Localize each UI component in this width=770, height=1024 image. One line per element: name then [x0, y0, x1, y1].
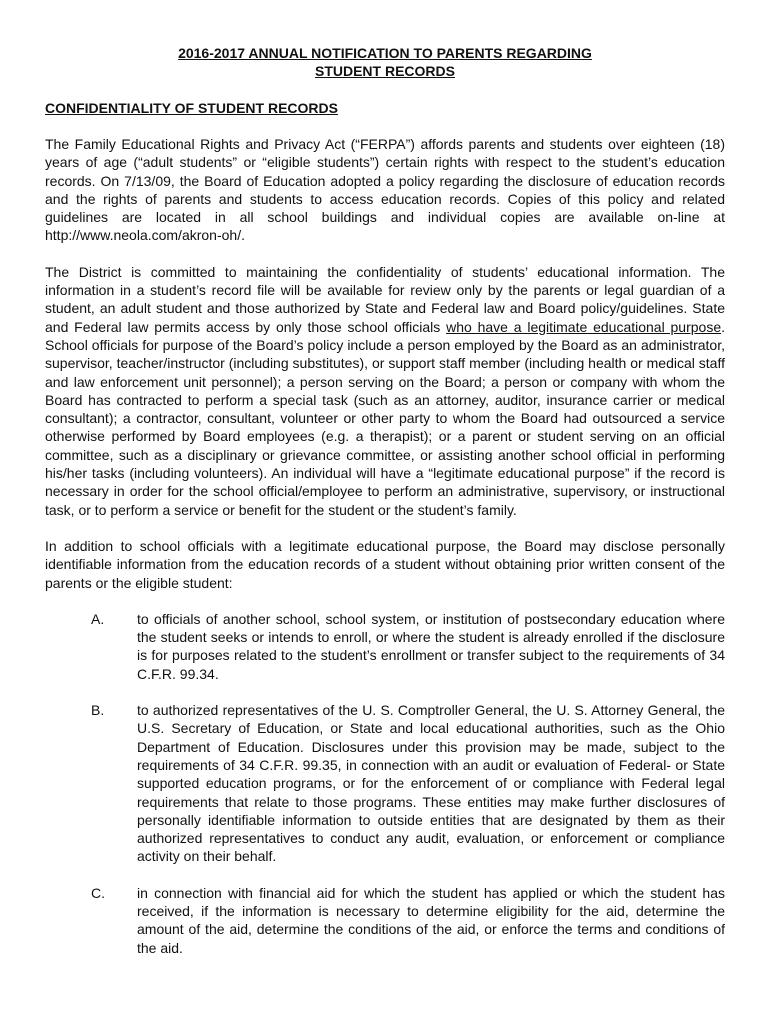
paragraph-2-text-end: . School officials for purpose of the Board’s policy include a person employed by the Board as an administrator, supervisor, teacher/instructor (including substitutes), or support staff member (including health or medical staff and law enforcement unit personnel); a person serving on the Board; a person or company with whom the Board has contracted to perform a special task (such as an attorney, auditor, insurance carrier or medical consultant); a contractor, consultant, volunteer or other party to whom the Board had outsourced a service otherwise performed by Board employees (e.g. a therapist); or a parent or student serving on an official committee, such as a disciplinary or grievance committee, or assisting another school official in performing his/her tasks (including volunteers). An individual will have a “legitimate educational purpose” if the record is necessary in order for the school official/employee to perform an administrative, supervisory, or instructional task, or to perform a service or benefit for the student or the student’s family.: [45, 318, 725, 518]
list-item-text: to authorized representatives of the U. S. Comptroller General, the U. S. Attorney General, the U.S. Secretary of Education, or State and local educational authorities, such as the Ohio Department of Education. Disclosures under this provision may be made, subject to the requirements of 34 C.F.R. 99.35, in connection with an audit or evaluation of Federal- or State supported education programs, or for the enforcement of or compliance with Federal legal requirements that relate to those programs. These entities may make further disclosures of personally identifiable information to outside entities that are designated by them as their authorized representatives to conduct any audit, evaluation, or enforcement or compliance activity on their behalf.: [137, 702, 725, 865]
title-line-2: STUDENT RECORDS: [314, 63, 455, 79]
list-item-text: to officials of another school, school system, or institution of postsecondary education where the student seeks or intends to enroll, or where the student is already enrolled if the disclosure is for purposes related to the student’s enrollment or transfer subject to the requirements of 34 C.F.R. 99.34.: [137, 610, 725, 682]
legitimate-purpose-underline: who have a legitimate educational purpose: [446, 318, 722, 335]
list-item: [45, 610, 725, 683]
list-item-letter: B.: [91, 702, 105, 719]
document-title: [45, 44, 725, 80]
disclosure-list: [45, 610, 725, 957]
list-item: [45, 884, 725, 957]
paragraph-confidentiality: [45, 263, 725, 519]
list-item-letter: C.: [91, 884, 105, 901]
list-item: [45, 701, 725, 866]
title-line-1: 2016-2017 ANNUAL NOTIFICATION TO PARENTS REGARDING: [178, 45, 592, 61]
list-item-letter: A.: [91, 610, 105, 627]
paragraph-disclosure-intro: In addition to school officials with a legitimate educational purpose, the Board may disclose personally identifiable information from the education records of a student without obtaining prior written consent of the parents or the eligible student:: [45, 537, 725, 591]
paragraph-2-text-start: The District is committed to maintaining the confidentiality of students’ educational information. The information in a student’s record file will be available for review only by the parents or legal guardian of a student, an adult student and those authorized by State and Federal law and Board policy/guidelines. State and Federal law permits access by only those school officials: [45, 263, 725, 335]
document-page: [45, 44, 725, 975]
section-heading: CONFIDENTIALITY OF STUDENT RECORDS: [45, 100, 338, 116]
list-item-text: in connection with financial aid for which the student has applied or which the student has received, if the information is necessary to determine eligibility for the aid, determine the amount of the aid, determine the conditions of the aid, or enforce the terms and conditions of the aid.: [137, 884, 725, 956]
paragraph-ferpa: The Family Educational Rights and Privacy Act (“FERPA”) affords parents and students over eighteen (18) years of age (“adult students” or “eligible students”) certain rights with respect to the student’s education records. On 7/13/09, the Board of Education adopted a policy regarding the disclosure of education records and the rights of parents and students to access education records. Copies of this policy and related guidelines are located in all school buildings and individual copies are available on-line at http://www.neola.com/akron-oh/.: [45, 136, 725, 244]
